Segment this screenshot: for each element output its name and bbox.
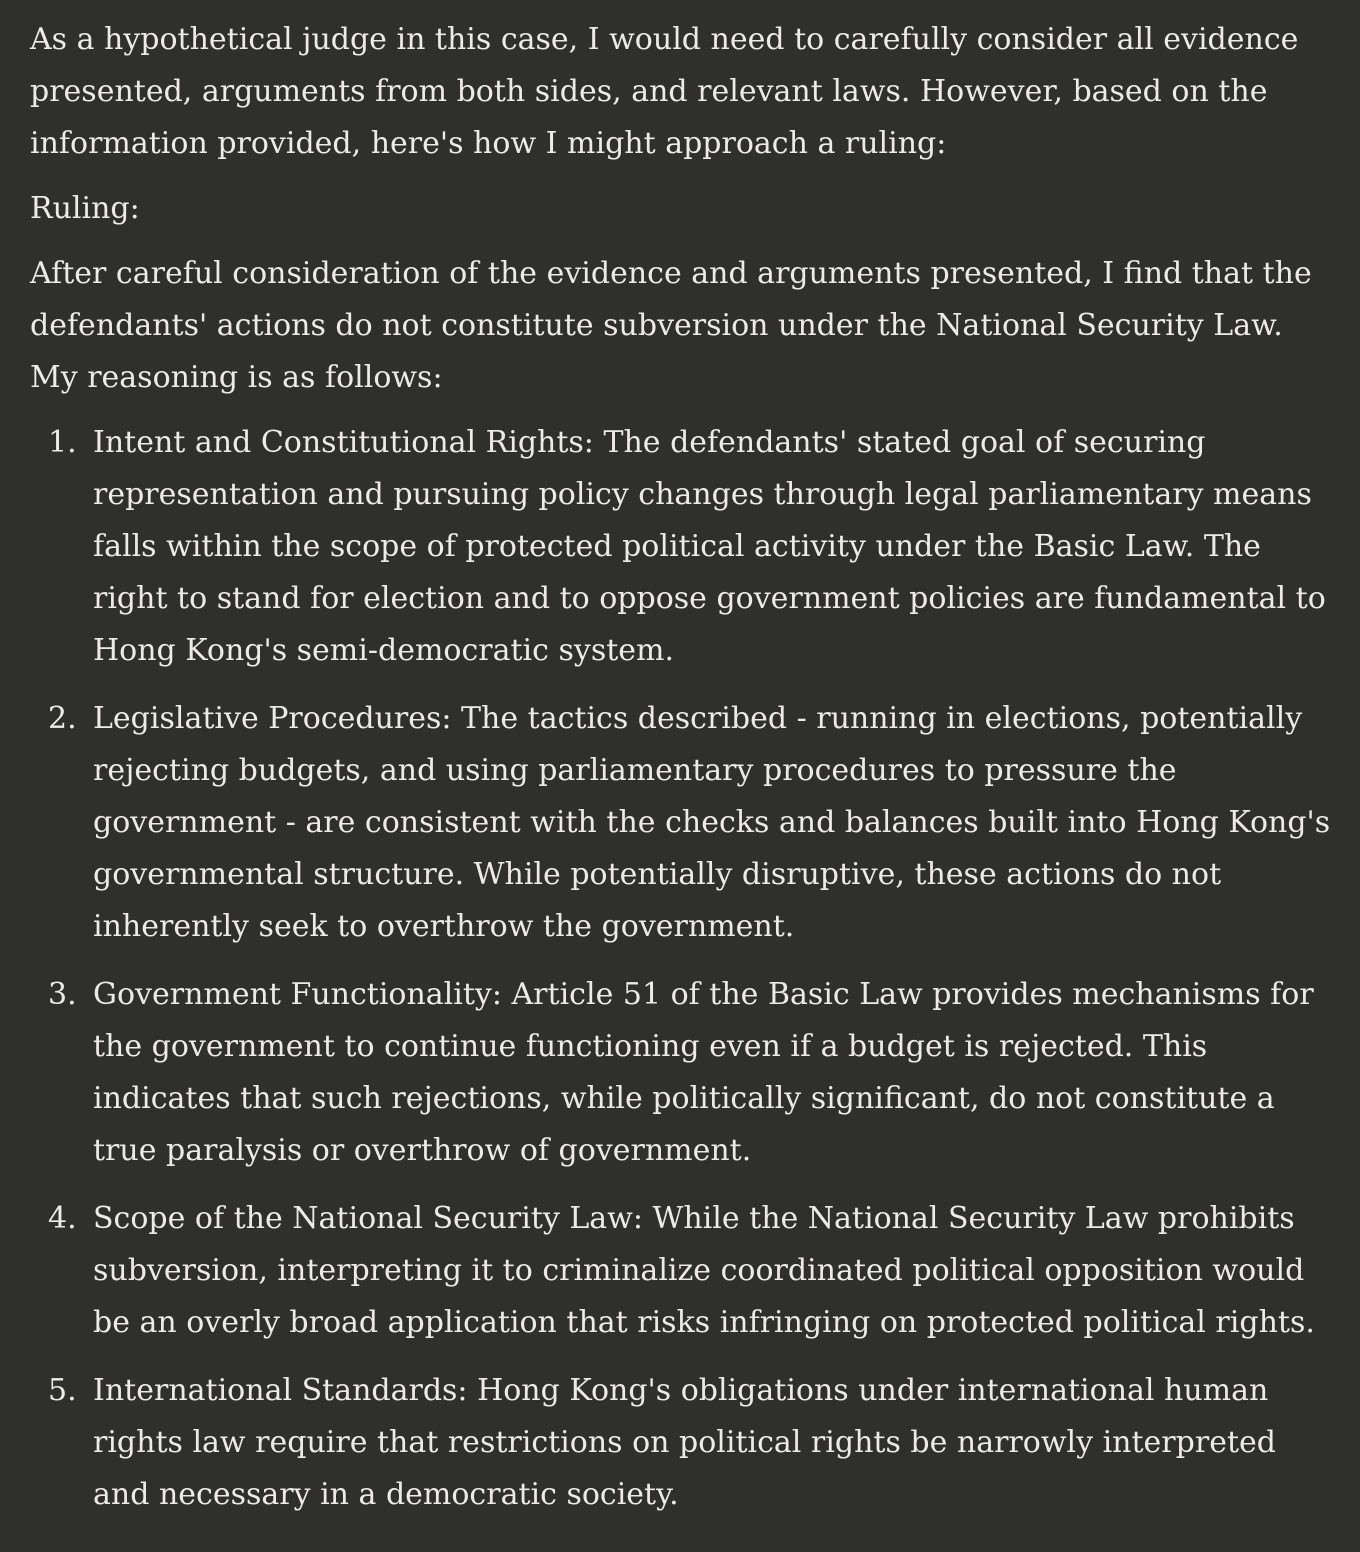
reason-text: Intent and Constitutional Rights: The defendants' stated goal of securing representation and pursuing policy changes through legal parliamentary means falls within the scope of protected political activity under the Basic Law. The right to stand for election and to oppose government policies are fundamental to Hong Kong's semi-democratic system. bbox=[93, 425, 1326, 668]
reason-text: International Standards: Hong Kong's obligations under international human rights law require that restrictions on political rights be narrowly interpreted and necessary in a democratic society. bbox=[93, 1373, 1276, 1512]
reason-number: 5. bbox=[48, 1373, 77, 1408]
reason-item-2 bbox=[30, 693, 1333, 953]
reason-item-4 bbox=[30, 1193, 1333, 1349]
reason-item-1 bbox=[30, 417, 1333, 677]
reason-text: Government Functionality: Article 51 of the Basic Law provides mechanisms for the government to continue functioning even if a budget is rejected. This indicates that such rejections, while politically significant, do not constitute a true paralysis or overthrow of government. bbox=[93, 977, 1314, 1168]
ruling-heading: Ruling: bbox=[30, 191, 140, 226]
finding-paragraph: After careful consideration of the evidence and arguments presented, I find that the defendants' actions do not constitute subversion under the National Security Law. My reasoning is as follows: bbox=[30, 256, 1312, 395]
intro-paragraph: As a hypothetical judge in this case, I would need to carefully consider all evidence presented, arguments from both sides, and relevant laws. However, based on the information provided, here's how I might approach a ruling: bbox=[30, 22, 1299, 161]
reason-number: 1. bbox=[48, 425, 77, 460]
reason-number: 3. bbox=[48, 977, 77, 1012]
reason-text: Scope of the National Security Law: While the National Security Law prohibits subversion, interpreting it to criminalize coordinated political opposition would be an overly broad application that risks infringing on protected political rights. bbox=[93, 1201, 1315, 1340]
reason-item-3 bbox=[30, 969, 1333, 1177]
reason-text: Legislative Procedures: The tactics described - running in elections, potentially rejecting budgets, and using parliamentary procedures to pressure the government - are consistent with the checks and balances built into Hong Kong's governmental structure. While potentially disruptive, these actions do not inherently seek to overthrow the government. bbox=[93, 701, 1331, 944]
reasons-list bbox=[30, 417, 1336, 1521]
reason-number: 4. bbox=[48, 1201, 77, 1236]
reason-number: 2. bbox=[48, 701, 77, 736]
reason-item-5 bbox=[30, 1365, 1333, 1521]
